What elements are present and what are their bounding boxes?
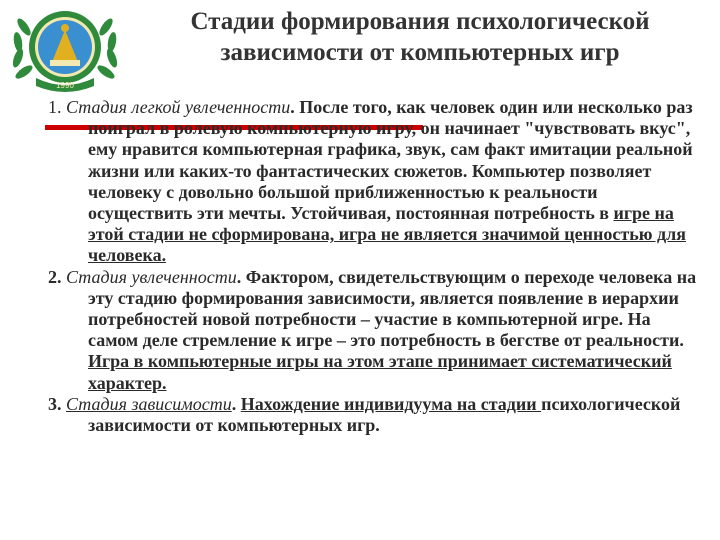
body-text <box>48 97 702 436</box>
title-line-1: Стадии формирования психологической <box>190 8 650 35</box>
stage-paragraph-3 <box>48 394 702 436</box>
underlined-text: Игра в компьютерные игры на этом этапе принимает систематический характер. <box>88 351 672 393</box>
stage-paragraph-2 <box>48 267 702 394</box>
stage-name: Стадия зависимости <box>66 393 232 414</box>
paragraph-number: 3. <box>48 393 62 414</box>
paragraph-number: 1. <box>48 97 62 117</box>
paragraph-number: 2. <box>48 266 62 287</box>
stage-name: Стадия легкой увлеченности <box>66 97 291 117</box>
underlined-text: Нахождение индивидуума на стадии <box>240 393 542 414</box>
paragraph-text: . <box>231 393 241 414</box>
stage-name: Стадия увлеченности <box>66 266 237 287</box>
university-emblem-icon <box>2 0 130 95</box>
stage-paragraph-1 <box>48 97 702 267</box>
underlined-text: игре на этой стадии не сформирована, игра не является значимой ценностью для человека. <box>88 203 686 266</box>
paragraph-text: . Фактором, свидетельствующим о переходе человека на эту стадию формирования зависимости, является появление в иерархии потребностей новой потребности – участие в компьютерной игре. На самом деле стремление к игре – это потребность в бегстве от реальности. <box>88 266 697 351</box>
emblem-year: 1990 <box>56 81 74 90</box>
paragraph-text: . После того, как человек один или несколько раз поиграл в ролевую компьютерную игру, он начинает "чувствовать вкус", ему нравится компьютерная графика, звук, сам факт имитации реальной жизни или каких-то фантастических сюжетов. Компьютер позволяет человеку с довольно большой приближенностью к реальности осуществить эти мечты. Устойчивая, постоянная потребность в <box>88 97 693 224</box>
title-line-2: зависимости от компьютерных игр <box>220 39 620 66</box>
paragraph-tail: психологической зависимости от компьютерных игр. <box>88 393 681 436</box>
slide-title <box>130 6 710 68</box>
